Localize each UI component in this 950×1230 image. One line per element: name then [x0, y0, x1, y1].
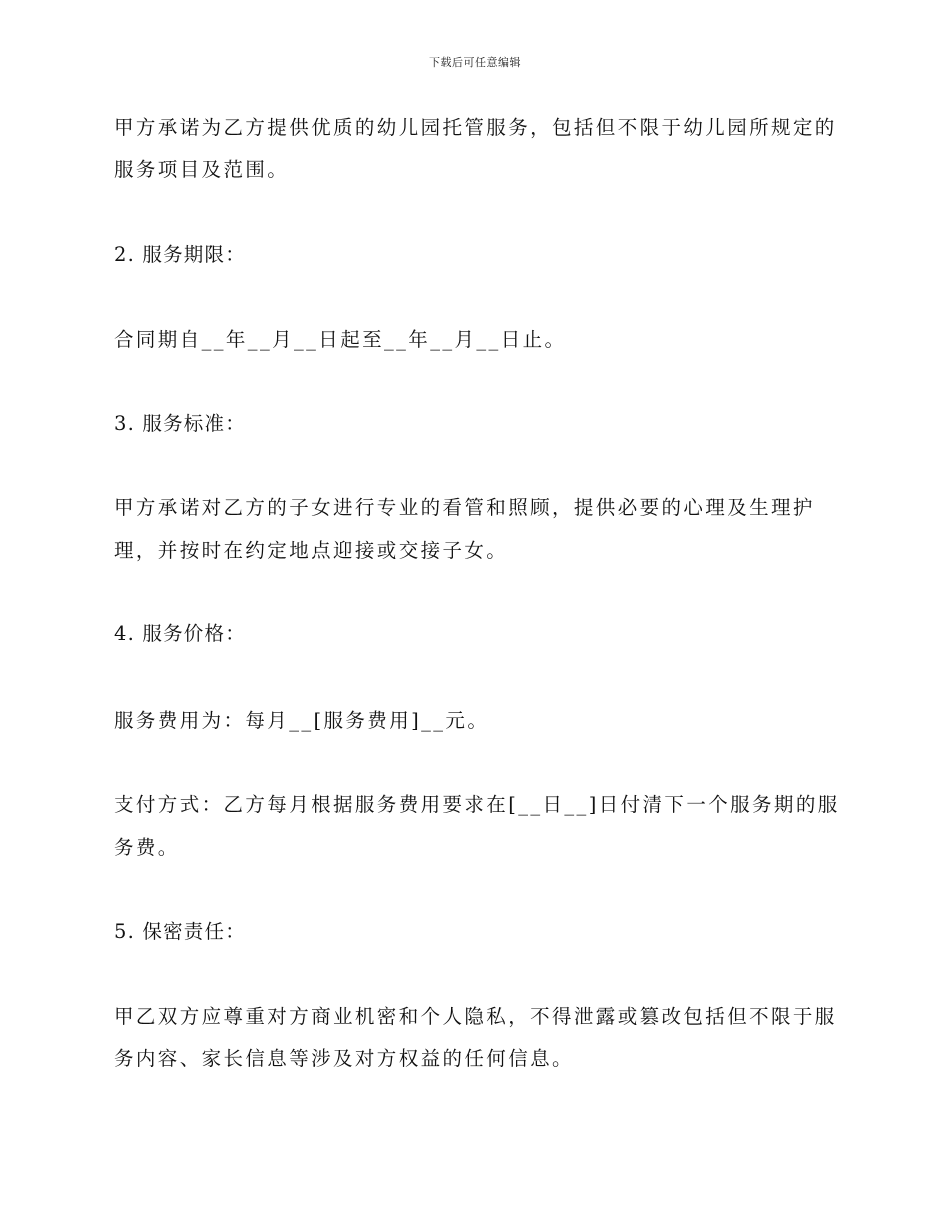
section-heading: 2. 服务期限：: [114, 243, 246, 266]
section-heading: 4. 服务价格：: [114, 622, 246, 645]
section-heading: 5. 保密责任：: [114, 920, 246, 943]
paragraph-line: 支付方式：乙方每月根据服务费用要求在[__日__]日付清下一个服务期的服: [114, 793, 840, 816]
paragraph-line: 甲方承诺对乙方的子女进行专业的看管和照顾，提供必要的心理及生理护: [114, 496, 815, 519]
paragraph-line: 务费。: [114, 836, 180, 859]
paragraph-line: 合同期自__年__月__日起至__年__月__日止。: [114, 328, 567, 351]
paragraph-line: 理，并按时在约定地点迎接或交接子女。: [114, 539, 509, 562]
paragraph-line: 服务费用为：每月__[服务费用]__元。: [114, 709, 490, 732]
paragraph-line: 务内容、家长信息等涉及对方权益的任何信息。: [114, 1047, 574, 1070]
paragraph-line: 甲方承诺为乙方提供优质的幼儿园托管服务，包括但不限于幼儿园所规定的: [114, 116, 837, 139]
paragraph-line: 服务项目及范围。: [114, 158, 290, 181]
paragraph-line: 甲乙双方应尊重对方商业机密和个人隐私，不得泄露或篡改包括但不限于服: [114, 1005, 837, 1028]
page-header: 下载后可任意编辑: [429, 56, 521, 69]
section-heading: 3. 服务标准：: [114, 412, 246, 435]
